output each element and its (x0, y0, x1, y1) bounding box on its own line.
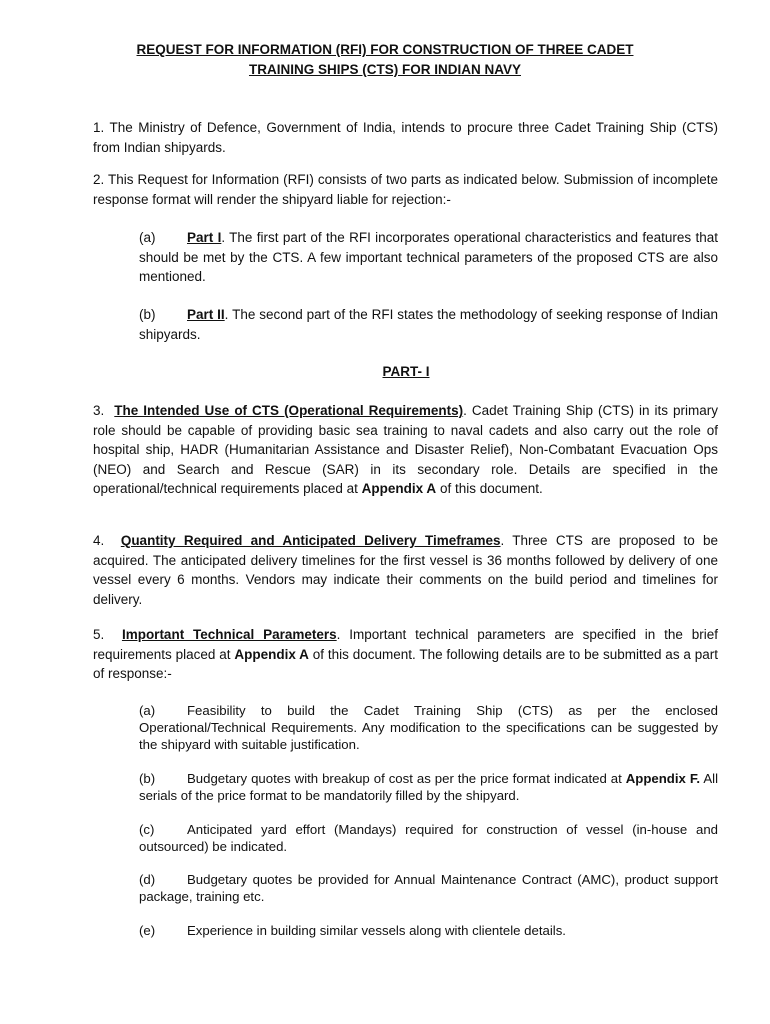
part-a-item (139, 228, 718, 287)
part-1-heading: PART- I (382, 364, 430, 379)
para-3-appendix: Appendix A (361, 481, 437, 496)
para-3-text: . Cadet Training Ship (CTS) in its primary role should be capable of providing basic sea training to naval cadets and also carry out the role of hospital ship, HADR (Humanitarian Assistance and Disaster Relief), Non-Combatant Evacuation Ops (NEO) and Search and Rescue (SAR) in its secondary role. Details are specified in the operational/technical requirements placed at (93, 403, 718, 496)
item-c-label: (c) (139, 822, 155, 837)
paragraph-2: 2. This Request for Information (RFI) consists of two parts as indicated below. Submission of incomplete response format will render the shipyard liable for rejection:- (93, 172, 718, 207)
part-a-heading: Part I (187, 230, 222, 245)
title-line-2: TRAINING SHIPS (CTS) FOR INDIAN NAVY (248, 62, 521, 77)
item-c-text: Anticipated yard effort (Mandays) required for construction of vessel (in-house and outsourced) be indicated. (139, 822, 718, 854)
item-b-label: (b) (139, 771, 156, 786)
item-b-tail: All serials of the price format to be mandatorily filled by the shipyard. (139, 771, 718, 803)
item-e (139, 922, 718, 939)
para-5-number: 5. (93, 627, 105, 642)
para-4-text: . Three CTS are proposed to be acquired. The anticipated delivery timelines for the first vessel is 36 months followed by delivery of one vessel every 6 months. Vendors may indicate their comments on the build period and timelines for delivery. (93, 533, 718, 607)
para-5-heading: Important Technical Parameters (121, 627, 337, 642)
item-a-text: Feasibility to build the Cadet Training Ship (CTS) as per the enclosed Operational/Technical Requirements. Any modification to the specifications can be suggested by the shipyard with suitable justification. (139, 703, 718, 752)
part-b-text: . The second part of the RFI states the methodology of seeking response of Indian shipyards. (139, 307, 718, 342)
item-c (139, 821, 718, 855)
paragraph-3 (93, 401, 718, 499)
part-b-heading: Part II (187, 307, 225, 322)
item-e-text: Experience in building similar vessels along with clientele details. (187, 923, 566, 938)
part-a-text: . The first part of the RFI incorporates operational characteristics and features that should be met by the CTS. A few important technical parameters of the proposed CTS are also mentioned. (139, 230, 718, 284)
item-b-text: Budgetary quotes with breakup of cost as per the price format indicated at (187, 771, 626, 786)
item-a (139, 702, 718, 753)
document-title (0, 40, 770, 80)
item-d-label: (d) (139, 872, 156, 887)
item-d (139, 871, 718, 905)
para-3-number: 3. (93, 403, 105, 418)
para-3-heading: The Intended Use of CTS (Operational Requirements) (114, 403, 464, 418)
item-b (139, 770, 718, 804)
item-b-appendix: Appendix F. (625, 771, 701, 786)
item-a-label: (a) (139, 703, 156, 718)
para-4-number: 4. (93, 533, 105, 548)
paragraph-4 (93, 531, 718, 609)
para-5-tail: of this document. The following details are to be submitted as a part of response:- (93, 646, 719, 681)
para-5-appendix: Appendix A (234, 646, 309, 662)
item-d-text: Budgetary quotes be provided for Annual Maintenance Contract (AMC), product support package, training etc. (139, 872, 718, 904)
para-4-heading: Quantity Required and Anticipated Delivery Timeframes (120, 533, 501, 548)
title-line-1: REQUEST FOR INFORMATION (RFI) FOR CONSTRUCTION OF THREE CADET (136, 42, 634, 57)
para-5-text: . Important technical parameters are specified in the brief requirements placed at (93, 627, 718, 662)
item-e-label: (e) (139, 923, 156, 938)
part-b-label: (b) (139, 307, 156, 322)
paragraph-5 (93, 625, 718, 684)
paragraph-1: 1. The Ministry of Defence, Government of India, intends to procure three Cadet Training Ship (CTS) from Indian shipyards. (93, 120, 718, 155)
part-b-item (139, 305, 718, 344)
para-3-tail: of this document. (436, 481, 543, 496)
part-a-label: (a) (139, 230, 156, 245)
